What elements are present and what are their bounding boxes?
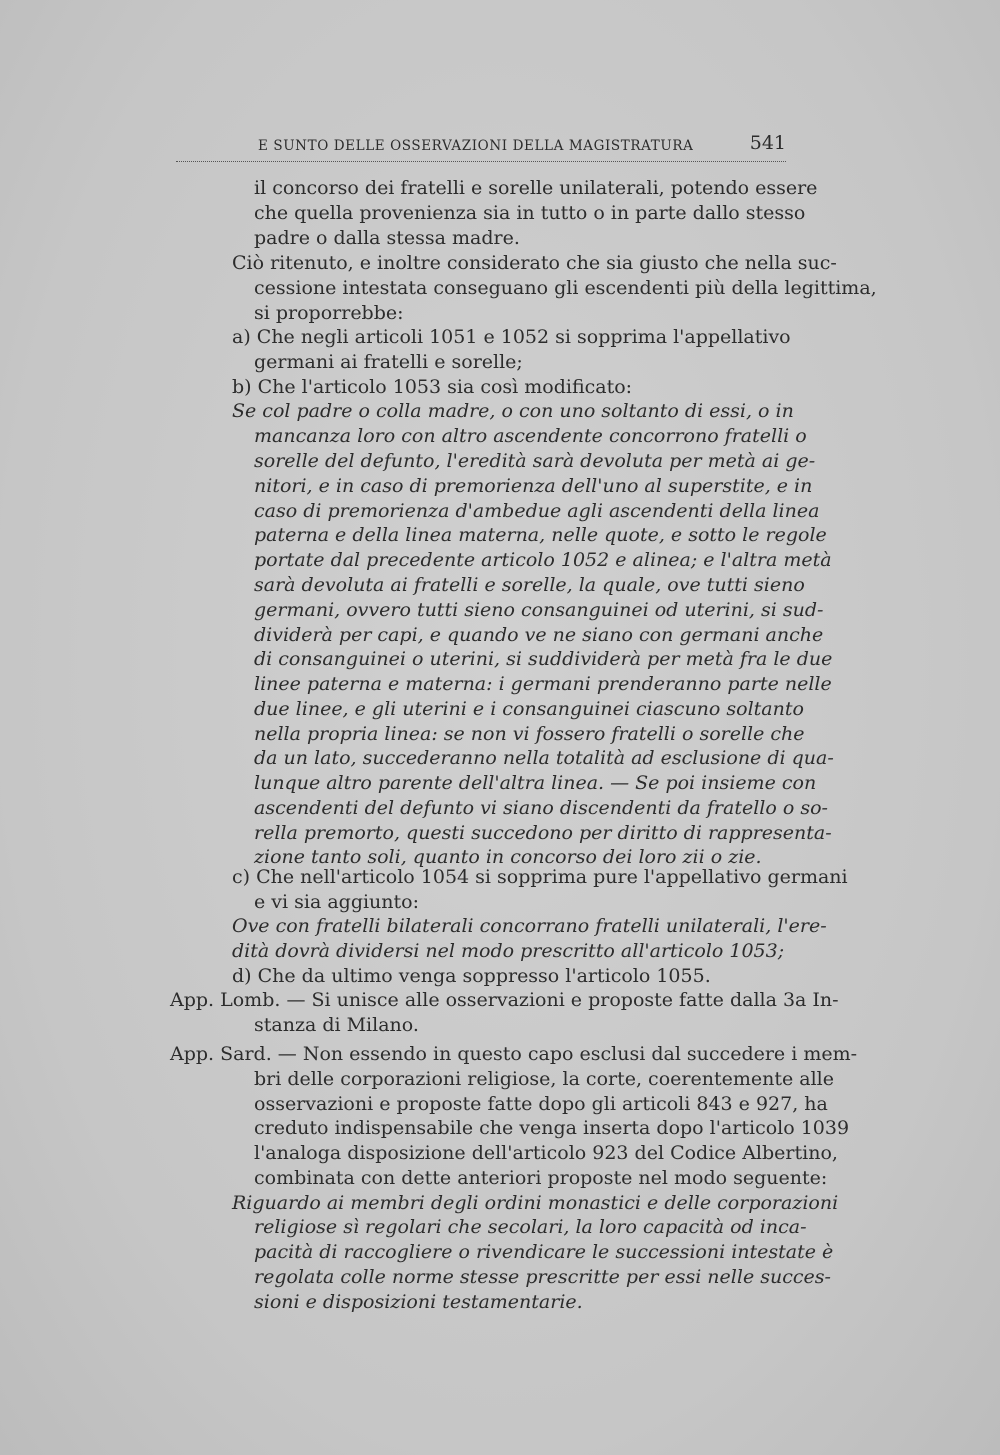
text-line: osservazioni e proposte fatte dopo gli articoli 843 e 927, ha (254, 1093, 828, 1115)
text-line: di consanguinei o uterini, si suddividerà per metà fra le due (254, 648, 833, 670)
text-line: lunque altro parente dell'altra linea. — Se poi insieme con (254, 772, 817, 794)
page-number: 541 (749, 132, 786, 154)
text-line: padre o dalla stessa madre. (254, 227, 520, 249)
text-line: germani, ovvero tutti sieno consanguinei od uterini, si sud- (254, 599, 824, 621)
text-line: creduto indispensabile che venga inserta dopo l'articolo 1039 (254, 1117, 850, 1139)
text-line: cessione intestata conseguano gli escendenti più della legittima, (254, 277, 877, 299)
text-line: a) Che negli articoli 1051 e 1052 si sopprima l'appellativo (232, 326, 791, 348)
text-line: combinata con dette anteriori proposte nel modo seguente: (254, 1167, 828, 1189)
text-line: nella propria linea: se non vi fossero fratelli o sorelle che (254, 723, 805, 745)
text-line: portate dal precedente articolo 1052 e alinea; e l'altra metà (254, 549, 832, 571)
text-line: c) Che nell'articolo 1054 si sopprima pure l'appellativo germani (232, 866, 848, 888)
text-line: b) Che l'articolo 1053 sia così modificato: (232, 376, 633, 398)
text-line: Se col padre o colla madre, o con uno soltanto di essi, o in (232, 400, 794, 422)
text-line: sarà devoluta ai fratelli e sorelle, la quale, ove tutti sieno (254, 574, 805, 596)
text-line: dividerà per capi, e quando ve ne siano con germani anche (254, 624, 824, 646)
running-title: E SUNTO DELLE OSSERVAZIONI DELLA MAGISTRATURA (258, 138, 694, 154)
text-line: nitori, e in caso di premorienza dell'uno al superstite, e in (254, 475, 813, 497)
text-line: il concorso dei fratelli e sorelle unilaterali, potendo essere (254, 177, 818, 199)
text-line: pacità di raccogliere o rivendicare le successioni intestate è (254, 1241, 834, 1263)
text-line: zione tanto soli, quanto in concorso dei loro zii o zie. (254, 846, 762, 868)
text-line: App. Lomb. — Si unisce alle osservazioni e proposte fatte dalla 3a In- (170, 989, 839, 1011)
text-line: mancanza loro con altro ascendente concorrono fratelli o (254, 425, 807, 447)
text-line: ascendenti del defunto vi siano discendenti da fratello o so- (254, 797, 828, 819)
text-line: Ove con fratelli bilaterali concorrano fratelli unilaterali, l'ere- (232, 915, 827, 937)
text-line: bri delle corporazioni religiose, la corte, coerentemente alle (254, 1068, 834, 1090)
text-line: linee paterna e materna: i germani prenderanno parte nelle (254, 673, 832, 695)
text-line: App. Sard. — Non essendo in questo capo esclusi dal succedere i mem- (170, 1043, 858, 1065)
text-line: regolata colle norme stesse prescritte per essi nelle succes- (254, 1266, 831, 1288)
text-line: che quella provenienza sia in tutto o in parte dallo stesso (254, 202, 806, 224)
text-line: religiose sì regolari che secolari, la loro capacità od inca- (254, 1216, 807, 1238)
text-line: germani ai fratelli e sorelle; (254, 351, 523, 373)
text-line: stanza di Milano. (254, 1014, 419, 1036)
text-line: d) Che da ultimo venga soppresso l'articolo 1055. (232, 965, 711, 987)
text-line: paterna e della linea materna, nelle quote, e sotto le regole (254, 524, 827, 546)
text-line: sorelle del defunto, l'eredità sarà devoluta per metà ai ge- (254, 450, 816, 472)
text-line: rella premorto, questi succedono per diritto di rappresenta- (254, 822, 832, 844)
text-line: e vi sia aggiunto: (254, 891, 420, 913)
text-line: Riguardo ai membri degli ordini monastici e delle corporazioni (232, 1192, 839, 1214)
page-header (258, 130, 786, 160)
text-line: Ciò ritenuto, e inoltre considerato che sia giusto che nella suc- (232, 252, 837, 274)
text-line: si proporrebbe: (254, 302, 404, 324)
text-line: dità dovrà dividersi nel modo prescritto all'articolo 1053; (232, 940, 785, 962)
text-line: sioni e disposizioni testamentarie. (254, 1291, 583, 1313)
header-rule (176, 161, 786, 162)
text-line: caso di premorienza d'ambedue agli ascendenti della linea (254, 500, 820, 522)
text-line: l'analoga disposizione dell'articolo 923 del Codice Albertino, (254, 1142, 838, 1164)
text-line: da un lato, succederanno nella totalità ad esclusione di qua- (254, 747, 834, 769)
text-line: due linee, e gli uterini e i consanguinei ciascuno soltanto (254, 698, 804, 720)
